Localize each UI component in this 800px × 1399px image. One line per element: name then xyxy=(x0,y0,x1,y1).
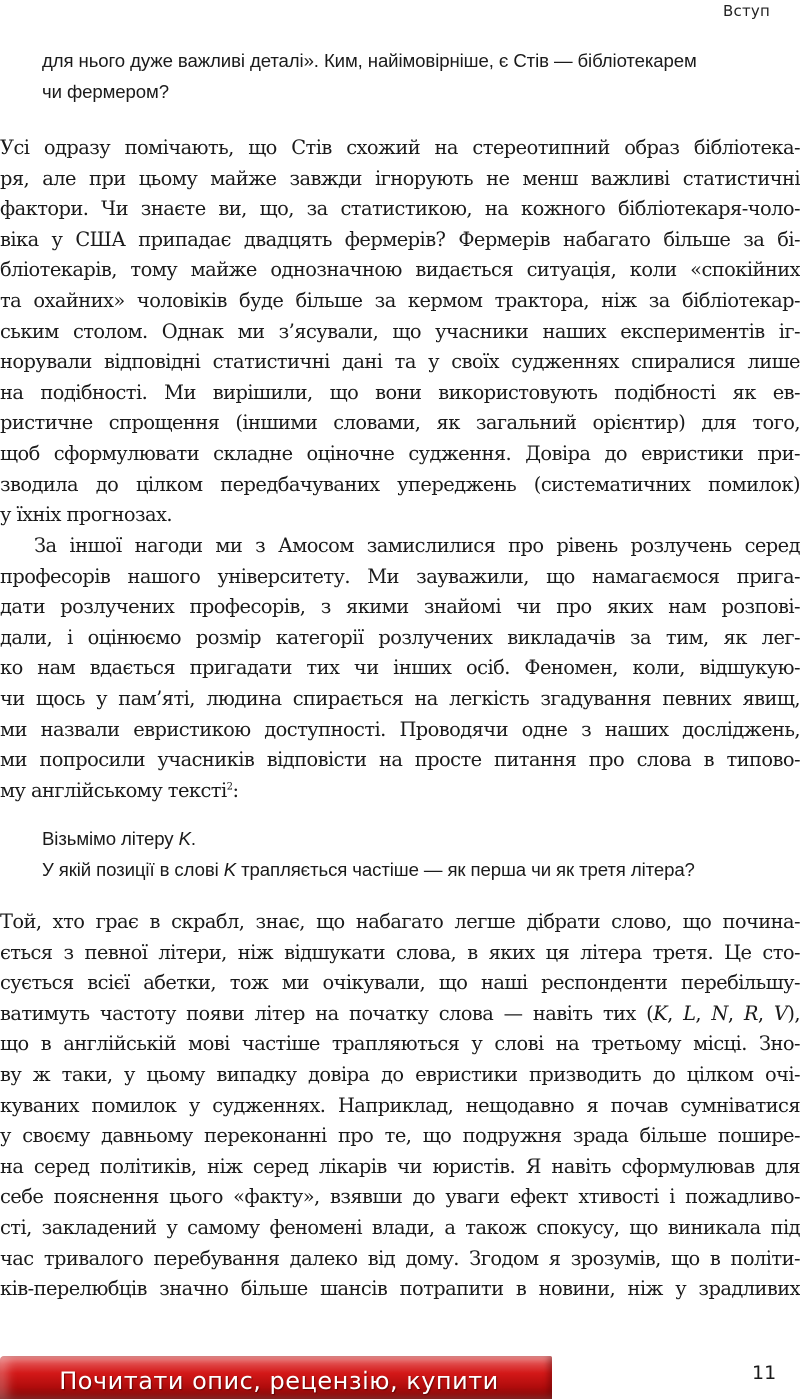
banner-label: Почитати опис, рецензію, купити xyxy=(59,1366,499,1395)
italic-letter: V xyxy=(773,1001,788,1025)
text-line: час тривалого перебування далеко від дому. Згодом я зрозумів, що в політи- xyxy=(0,1246,800,1270)
italic-letter: K xyxy=(223,859,237,880)
text-line: ків-перелюбців значно більше шансів потрапити в новини, ніж у зрадливих xyxy=(0,1277,800,1301)
italic-letter: K xyxy=(653,1001,668,1025)
paragraph-1 xyxy=(0,133,800,531)
paragraph-3 xyxy=(0,907,800,1305)
intro-quote xyxy=(42,45,800,107)
text-line: ристичне спрощення (іншими словами, як загальний орієнтир) для того, xyxy=(0,411,800,435)
text-line: зводила до цілком передбачуваних упереджень (систематичних помилок) xyxy=(0,472,800,496)
question-quote xyxy=(42,823,800,885)
footnote-marker[interactable]: 2 xyxy=(226,781,233,793)
text-line: сується всієї абетки, тож ми очікували, що наші респонденти перебільшу- xyxy=(0,971,800,995)
text-fragment: . xyxy=(190,828,196,849)
text-line: що в англійській мові частіше трапляються у слові на третьому місці. Зно- xyxy=(0,1032,800,1056)
text-line: віка у США припадає двадцять фермерів? Фермерів набагато більше за бі- xyxy=(0,227,800,251)
italic-letter: N xyxy=(711,1001,728,1025)
intro-quote-line: для нього дуже важливі деталі». Ким, найімовірніше, є Стів — бібліотекарем xyxy=(42,50,697,71)
question-quote-line xyxy=(42,823,800,854)
text-line: ря, але при цьому майже завжди ігнорують не менш важливі статистичні xyxy=(0,166,800,190)
text-line xyxy=(0,776,800,807)
question-quote-line xyxy=(42,854,800,885)
text-line: ється з певної літери, ніж відшукати слова, в яких ця літера третя. Це сто- xyxy=(0,940,800,964)
paragraph-2 xyxy=(0,531,800,806)
text-line: та охайних» чоловіків буде більше за кермом трактора, ніж за бібліотекар- xyxy=(0,288,800,312)
text-line: ми попросили учасників відповісти на просте питання про слова в типово- xyxy=(0,748,800,772)
text-line: у своєму давньому переконанні про те, що подружня зрада більше пошире- xyxy=(0,1124,800,1148)
italic-letter: K xyxy=(178,828,191,849)
text-line: щоб сформулювати складне оціночне судження. Довіра до евристики при- xyxy=(0,441,800,465)
text-line: ватимуть частоту появи літер на початку слова — навіть тих (K, L, N, R, V), xyxy=(0,1001,800,1025)
buy-book-banner-button[interactable] xyxy=(0,1356,552,1399)
text-line: у їхніх прогнозах. xyxy=(0,503,173,527)
text-line: фактори. Чи знаєте ви, що, за статистикою, на кожного бібліотекаря-чоло- xyxy=(0,197,800,221)
text-line: ми назвали евристикою доступності. Проводячи одне з наших досліджень, xyxy=(0,717,800,741)
text-line: норували відповідні статистичні дані та у своїх судженнях спиралися лише xyxy=(0,350,800,374)
text-line: ву ж таки, у цьому випадку довіра до евристики призводить до цілком очі- xyxy=(0,1062,800,1086)
italic-letter: L xyxy=(683,1001,696,1025)
text-line: на подібності. Ми вирішили, що вони використовують подібності як ев- xyxy=(0,380,800,404)
text-fragment: ватимуть частоту появи літер на початку слова — навіть тих ( xyxy=(0,1001,654,1025)
text-fragment: ), xyxy=(787,1001,800,1025)
text-line: дати розлучених професорів, з якими знайомі чи про яких нам розпові- xyxy=(0,595,800,619)
text-line: сті, закладений у самому феномені влади, а також спокусу, що виникала під xyxy=(0,1215,800,1239)
running-head: Вступ xyxy=(723,2,770,20)
text-line: професорів нашого університету. Ми зауважили, що намагаємося прига- xyxy=(0,564,800,588)
text-line: Той, хто грає в скрабл, знає, що набагато легше дібрати слово, що почина- xyxy=(0,910,800,933)
text-line: ським столом. Однак ми з’ясували, що учасники наших експериментів іг- xyxy=(0,319,800,343)
text-fragment: Візьмімо літеру xyxy=(42,828,179,849)
text-line: бліотекарів, тому майже однозначною видається ситуація, коли «спокійних xyxy=(0,258,800,282)
text-line: чи щось у пам’яті, людина спирається на легкість згадування певних явищ, xyxy=(0,686,800,710)
italic-letter: R xyxy=(743,1001,758,1025)
text-fragment: : xyxy=(232,778,239,802)
text-line: куваних помилок у судженнях. Наприклад, нещодавно я почав сумніватися xyxy=(0,1093,800,1117)
text-line: Усі одразу помічають, що Стів схожий на стереотипний образ бібліотека- xyxy=(0,136,800,159)
text-line: себе пояснення цього «факту», взявши до уваги ефект хтивості і пожадливо- xyxy=(0,1185,800,1209)
text-line: дали, і оцінюємо розмір категорії розлучених викладачів за тим, як лег- xyxy=(0,625,800,649)
text-fragment: му англійському тексті xyxy=(0,778,227,802)
text-line: За іншої нагоди ми з Амосом замислилися про рівень розлучень серед xyxy=(34,534,800,557)
page-number: 11 xyxy=(752,1362,777,1384)
text-fragment: трапляється частіше — як перша чи як третя літера? xyxy=(236,859,695,880)
text-line: ко нам вдається пригадати тих чи інших осіб. Феномен, коли, відшукую- xyxy=(0,656,800,680)
text-line: на серед політиків, ніж серед лікарів чи юристів. Я навіть сформулював для xyxy=(0,1154,800,1178)
text-fragment: У якій позиції в слові xyxy=(42,859,224,880)
intro-quote-line: чи фермером? xyxy=(42,81,169,102)
